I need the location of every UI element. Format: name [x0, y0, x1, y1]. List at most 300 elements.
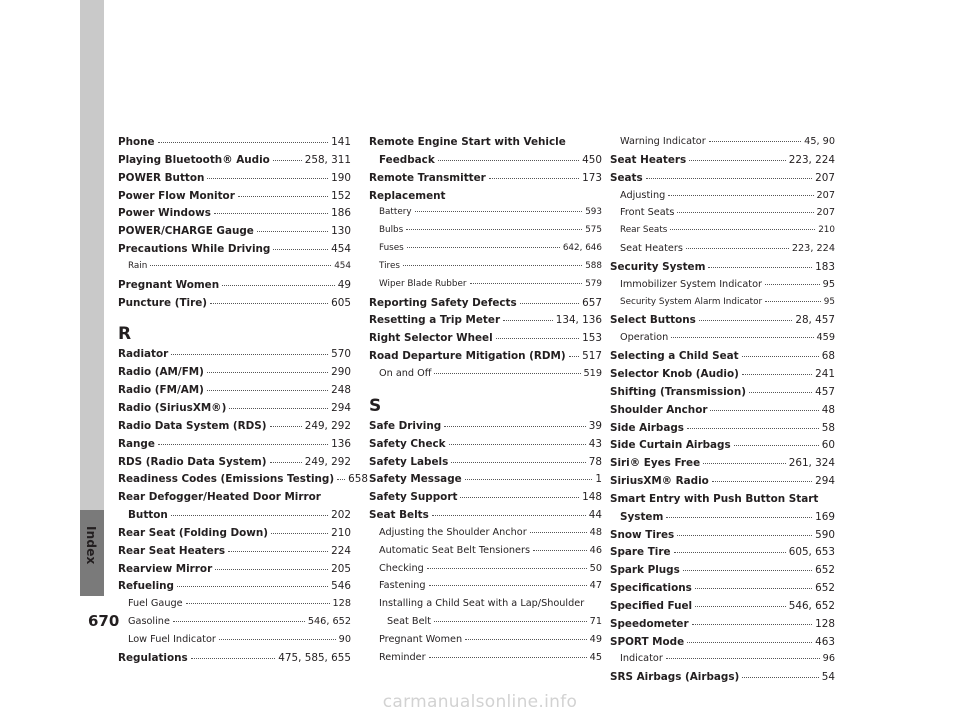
dot-leader — [432, 515, 586, 516]
index-term: Installing a Child Seat with a Lap/Shoulder — [379, 598, 585, 610]
dot-leader — [228, 551, 328, 552]
index-entry — [118, 366, 351, 384]
index-entry — [369, 420, 602, 438]
index-page-ref: 261, 324 — [788, 457, 835, 470]
dot-leader — [470, 283, 583, 284]
index-entry — [369, 527, 602, 545]
dot-leader — [210, 303, 328, 304]
index-term: System — [620, 510, 664, 523]
index-entry — [118, 491, 351, 509]
index-entry — [118, 563, 351, 581]
index-entry — [369, 438, 602, 456]
dot-leader — [712, 481, 812, 482]
index-page-ref: 153 — [582, 332, 602, 345]
index-entry — [610, 314, 835, 332]
index-page-ref: 249, 292 — [304, 419, 351, 432]
index-page-ref: 459 — [816, 332, 835, 344]
index-entry — [118, 384, 351, 402]
index-term: Playing Bluetooth® Audio — [118, 153, 270, 166]
index-entry — [118, 154, 351, 172]
dot-leader — [533, 550, 587, 551]
index-term: Checking — [379, 562, 424, 574]
index-letter-heading: R — [118, 324, 132, 345]
index-page-ref: 71 — [589, 616, 602, 628]
dot-leader — [666, 658, 820, 659]
index-entry — [610, 154, 835, 172]
dot-leader — [270, 426, 302, 427]
dot-leader — [749, 392, 812, 393]
index-entry — [610, 207, 835, 225]
dot-leader — [427, 568, 587, 569]
index-page-ref: 49 — [589, 633, 602, 645]
index-entry — [369, 652, 602, 670]
index-term: Fastening — [379, 580, 426, 592]
dot-leader — [150, 265, 331, 266]
dot-leader — [710, 410, 818, 411]
dot-leader — [337, 479, 345, 480]
dot-leader — [415, 211, 583, 212]
index-section-label: Index — [84, 526, 98, 565]
index-page-ref: 47 — [589, 580, 602, 592]
dot-leader — [708, 267, 812, 268]
index-page-ref: 658 — [348, 473, 368, 486]
index-letter-heading: S — [369, 395, 382, 416]
index-page-ref: 186 — [331, 207, 351, 220]
index-entry — [118, 580, 351, 598]
index-entry — [369, 634, 602, 652]
index-entry — [118, 190, 351, 208]
index-entry — [369, 297, 602, 315]
index-term: Reporting Safety Defects — [369, 296, 517, 309]
index-term: Radio (SiriusXM®) — [118, 401, 227, 414]
index-term: Range — [118, 437, 155, 450]
index-page-ref: 457 — [815, 385, 835, 398]
index-term: Readiness Codes (Emissions Testing) — [118, 473, 335, 486]
index-term: Snow Tires — [610, 528, 675, 541]
index-term: Safety Check — [369, 437, 446, 450]
index-page-ref: 223, 224 — [788, 153, 835, 166]
index-entry — [369, 136, 602, 154]
index-entry — [118, 261, 351, 279]
index-term: Rearview Mirror — [118, 562, 213, 575]
index-term: Seats — [610, 171, 643, 184]
dot-leader — [703, 463, 786, 464]
index-term: Rear Seats — [620, 225, 668, 236]
index-term: Safe Driving — [369, 419, 442, 432]
index-entry — [610, 404, 835, 422]
index-entry — [118, 136, 351, 154]
dot-leader — [271, 533, 328, 534]
index-entry — [369, 190, 602, 208]
index-term: Side Airbags — [610, 421, 684, 434]
index-entry — [118, 456, 351, 474]
index-page-ref: 49 — [337, 278, 351, 291]
dot-leader — [668, 195, 813, 196]
index-page-ref: 60 — [821, 439, 835, 452]
dot-leader — [709, 141, 801, 142]
index-entry — [118, 652, 351, 670]
index-entry — [369, 314, 602, 332]
index-entry — [369, 225, 602, 243]
index-entry — [118, 348, 351, 366]
index-term: SiriusXM® Radio — [610, 475, 709, 488]
index-term: Front Seats — [620, 207, 675, 219]
index-page-ref: 205 — [331, 562, 351, 575]
index-entry — [118, 598, 351, 616]
index-term: Side Curtain Airbags — [610, 439, 731, 452]
dot-leader — [742, 677, 818, 678]
dot-leader — [489, 178, 579, 179]
index-term: Rear Seat Heaters — [118, 544, 226, 557]
index-entry — [369, 368, 602, 386]
index-page-ref: 454 — [334, 260, 351, 271]
index-entry — [610, 475, 835, 493]
index-page-ref: 294 — [815, 475, 835, 488]
index-term: Speedometer — [610, 617, 689, 630]
index-term: Replacement — [369, 189, 446, 202]
dot-leader — [686, 248, 789, 249]
index-page-ref: 46 — [589, 544, 602, 556]
index-term: Reminder — [379, 651, 426, 663]
index-term: Seat Heaters — [620, 243, 683, 255]
index-term: Safety Message — [369, 473, 462, 486]
index-term: Adjusting the Shoulder Anchor — [379, 526, 527, 538]
index-page-ref: 48 — [589, 526, 602, 538]
index-entry — [610, 279, 835, 297]
index-entry — [610, 297, 835, 315]
watermark: carmanualsonline.info — [382, 692, 578, 712]
index-entry — [610, 457, 835, 475]
dot-leader — [699, 320, 792, 321]
index-page-ref: 134, 136 — [555, 314, 602, 327]
index-page-ref: 90 — [338, 633, 351, 645]
dot-leader — [257, 231, 328, 232]
dot-leader — [460, 497, 579, 498]
index-page-ref: 173 — [582, 171, 602, 184]
index-entry — [118, 616, 351, 634]
dot-leader — [677, 535, 812, 536]
index-page-ref: 642, 646 — [562, 243, 602, 254]
dot-leader — [674, 552, 786, 553]
index-page-ref: 575 — [585, 225, 602, 236]
dot-leader — [229, 408, 328, 409]
index-term: Warning Indicator — [620, 136, 706, 147]
index-entry — [610, 653, 835, 671]
index-entry — [369, 279, 602, 297]
index-entry — [369, 243, 602, 261]
dot-leader — [530, 532, 587, 533]
index-term: Tires — [379, 260, 400, 271]
dot-leader — [449, 444, 586, 445]
index-page-ref: 152 — [331, 189, 351, 202]
index-entry — [610, 546, 835, 564]
index-page-ref: 95 — [823, 296, 835, 307]
index-page-ref: 54 — [821, 671, 835, 684]
dot-leader — [191, 658, 276, 659]
dot-leader — [671, 337, 813, 338]
index-term: Radio (AM/FM) — [118, 366, 204, 379]
dot-leader — [496, 338, 580, 339]
index-page-ref: 475, 585, 655 — [278, 651, 351, 664]
index-term: Radiator — [118, 348, 169, 361]
dot-leader — [765, 284, 820, 285]
index-term: Gasoline — [128, 616, 170, 628]
index-page-ref: 128 — [815, 617, 835, 630]
dot-leader — [207, 372, 328, 373]
index-term: Operation — [620, 332, 669, 344]
index-column-1 — [118, 136, 368, 670]
dot-leader — [666, 517, 812, 518]
index-term: Siri® Eyes Free — [610, 457, 701, 470]
dot-leader — [689, 160, 786, 161]
dot-leader — [569, 356, 580, 357]
index-entry — [118, 207, 351, 225]
dot-leader — [429, 585, 587, 586]
index-page-ref: 570 — [331, 348, 351, 361]
index-term: Seat Belts — [369, 509, 429, 522]
index-term: Remote Transmitter — [369, 171, 486, 184]
index-term: Fuel Gauge — [128, 598, 183, 610]
index-term: Wiper Blade Rubber — [379, 278, 467, 289]
index-page-ref: 44 — [588, 509, 602, 522]
dot-leader — [451, 462, 585, 463]
index-page-ref: 546, 652 — [307, 616, 351, 628]
index-term: Pregnant Women — [118, 278, 220, 291]
index-entry — [610, 368, 835, 386]
index-term: Low Fuel Indicator — [128, 633, 216, 645]
index-term: Right Selector Wheel — [369, 332, 493, 345]
index-page-ref: 590 — [815, 528, 835, 541]
index-page-ref: 207 — [816, 207, 835, 219]
dot-leader — [687, 642, 812, 643]
dot-leader — [742, 374, 812, 375]
index-entry — [369, 545, 602, 563]
dot-leader — [677, 212, 813, 213]
index-term: Battery — [379, 207, 412, 218]
dot-leader — [158, 444, 328, 445]
dot-leader — [177, 586, 328, 587]
index-page-ref: 605 — [331, 296, 351, 309]
index-entry — [369, 350, 602, 368]
index-entry — [118, 297, 351, 315]
page-number: 670 — [88, 612, 120, 630]
index-term: POWER Button — [118, 171, 205, 184]
index-entry — [610, 225, 835, 243]
index-entry — [118, 545, 351, 563]
dot-leader — [270, 462, 302, 463]
index-term: Safety Labels — [369, 455, 449, 468]
index-page-ref: 39 — [588, 419, 602, 432]
index-term: Automatic Seat Belt Tensioners — [379, 544, 531, 556]
index-page-ref: 50 — [589, 562, 602, 574]
dot-leader — [465, 479, 593, 480]
index-term: Power Windows — [118, 207, 211, 220]
dot-leader — [734, 445, 819, 446]
index-entry — [369, 580, 602, 598]
dot-leader — [434, 373, 580, 374]
dot-leader — [695, 606, 786, 607]
index-page-ref: 136 — [331, 437, 351, 450]
index-page-ref: 657 — [582, 296, 602, 309]
dot-leader — [465, 639, 587, 640]
index-page-ref: 141 — [331, 136, 351, 148]
index-side-tab — [80, 0, 104, 596]
index-term: SRS Airbags (Airbags) — [610, 671, 740, 684]
dot-leader — [765, 301, 821, 302]
index-page-ref: 588 — [585, 260, 602, 271]
index-page-ref: 579 — [585, 278, 602, 289]
index-entry — [369, 598, 602, 616]
index-page-ref: 48 — [821, 403, 835, 416]
index-page-ref: 190 — [331, 171, 351, 184]
dot-leader — [238, 196, 328, 197]
index-term: Select Buttons — [610, 314, 696, 327]
index-page-ref: 605, 653 — [788, 546, 835, 559]
index-entry — [369, 332, 602, 350]
index-entry — [610, 671, 835, 689]
dot-leader — [434, 621, 587, 622]
index-page-ref: 249, 292 — [304, 455, 351, 468]
index-entry — [369, 473, 602, 491]
dot-leader — [207, 390, 328, 391]
index-entry — [118, 243, 351, 261]
index-entry — [610, 493, 835, 511]
index-page-ref: 224 — [331, 544, 351, 557]
index-entry — [118, 402, 351, 420]
index-page-ref: 58 — [821, 421, 835, 434]
dot-leader — [171, 515, 328, 516]
index-term: Adjusting — [620, 189, 666, 201]
index-page-ref: 207 — [815, 171, 835, 184]
dot-leader — [273, 249, 328, 250]
index-page-ref: 28, 457 — [795, 314, 835, 327]
dot-leader — [683, 570, 812, 571]
index-term: Security System — [610, 260, 706, 273]
dot-leader — [687, 428, 819, 429]
index-term: RDS (Radio Data System) — [118, 455, 267, 468]
index-entry — [118, 527, 351, 545]
index-entry — [610, 564, 835, 582]
index-term: Power Flow Monitor — [118, 189, 235, 202]
index-term: Radio Data System (RDS) — [118, 419, 267, 432]
dot-leader — [742, 356, 819, 357]
dot-leader — [520, 303, 579, 304]
index-page-ref: 652 — [815, 564, 835, 577]
index-term: Road Departure Mitigation (RDM) — [369, 350, 566, 363]
index-entry — [369, 261, 602, 279]
index-entry — [610, 261, 835, 279]
dot-leader — [215, 569, 328, 570]
index-column-2 — [369, 136, 602, 670]
index-term: Shifting (Transmission) — [610, 385, 746, 398]
index-term: On and Off — [379, 367, 432, 379]
index-term: Spare Tire — [610, 546, 671, 559]
index-term: Fuses — [379, 243, 404, 254]
dot-leader — [646, 178, 812, 179]
index-page-ref: 202 — [331, 509, 351, 522]
index-entry — [118, 438, 351, 456]
index-page-ref: 450 — [582, 153, 602, 166]
index-term: Radio (FM/AM) — [118, 384, 204, 397]
index-page-ref: 78 — [588, 455, 602, 468]
index-entry — [118, 509, 351, 527]
index-entry — [369, 154, 602, 172]
index-entry — [610, 332, 835, 350]
index-page-ref: 593 — [585, 207, 602, 218]
index-entry — [369, 509, 602, 527]
index-page-ref: 223, 224 — [791, 243, 835, 255]
index-term: Rear Seat (Folding Down) — [118, 526, 269, 539]
index-page-ref: 95 — [822, 278, 835, 290]
index-entry — [369, 456, 602, 474]
index-term: Smart Entry with Push Button Start — [610, 492, 819, 505]
dot-leader — [444, 426, 586, 427]
index-term: Precautions While Driving — [118, 243, 271, 256]
index-page-ref: 290 — [331, 366, 351, 379]
index-entry — [118, 172, 351, 190]
dot-leader — [186, 603, 330, 604]
index-term: Feedback — [379, 153, 435, 166]
index-entry — [610, 636, 835, 654]
index-entry — [610, 386, 835, 404]
index-page-ref: 241 — [815, 367, 835, 380]
dot-leader — [214, 213, 328, 214]
index-page-ref: 169 — [815, 510, 835, 523]
index-term: Regulations — [118, 651, 188, 664]
dot-leader — [403, 265, 582, 266]
dot-leader — [438, 160, 579, 161]
index-term: Rear Defogger/Heated Door Mirror — [118, 491, 321, 504]
index-page-ref: 130 — [331, 225, 351, 238]
index-term: Rain — [128, 260, 148, 271]
index-term: Phone — [118, 136, 155, 148]
index-page-ref: 128 — [332, 598, 351, 610]
index-entry — [118, 420, 351, 438]
index-term: Resetting a Trip Meter — [369, 314, 501, 327]
index-page-ref: 519 — [583, 367, 602, 379]
index-term: Remote Engine Start with Vehicle — [369, 136, 566, 148]
index-page-ref: 68 — [821, 350, 835, 363]
index-page-ref: 652 — [815, 582, 835, 595]
index-entry — [369, 616, 602, 634]
index-entry — [369, 172, 602, 190]
index-term: Pregnant Women — [379, 633, 463, 645]
index-term: Selector Knob (Audio) — [610, 367, 739, 380]
index-page-ref: 258, 311 — [304, 153, 351, 166]
index-page-ref: 183 — [815, 260, 835, 273]
index-entry — [610, 582, 835, 600]
index-term: Refueling — [118, 580, 174, 593]
index-entry — [610, 243, 835, 261]
index-entry — [118, 279, 351, 297]
dot-leader — [406, 229, 582, 230]
dot-leader — [273, 160, 302, 161]
dot-leader — [171, 354, 328, 355]
index-page-ref: 45, 90 — [804, 136, 835, 147]
index-entry — [610, 529, 835, 547]
index-page-ref: 45 — [589, 651, 602, 663]
index-column-3 — [610, 136, 835, 689]
index-term: Puncture (Tire) — [118, 296, 208, 309]
index-term: Specified Fuel — [610, 599, 693, 612]
index-term: POWER/CHARGE Gauge — [118, 225, 254, 238]
index-page-ref: 207 — [816, 189, 835, 201]
index-page-ref: 1 — [595, 473, 602, 486]
index-term: Seat Belt — [387, 616, 432, 628]
index-term: Bulbs — [379, 225, 404, 236]
index-entry — [118, 473, 368, 491]
index-entry — [610, 350, 835, 368]
